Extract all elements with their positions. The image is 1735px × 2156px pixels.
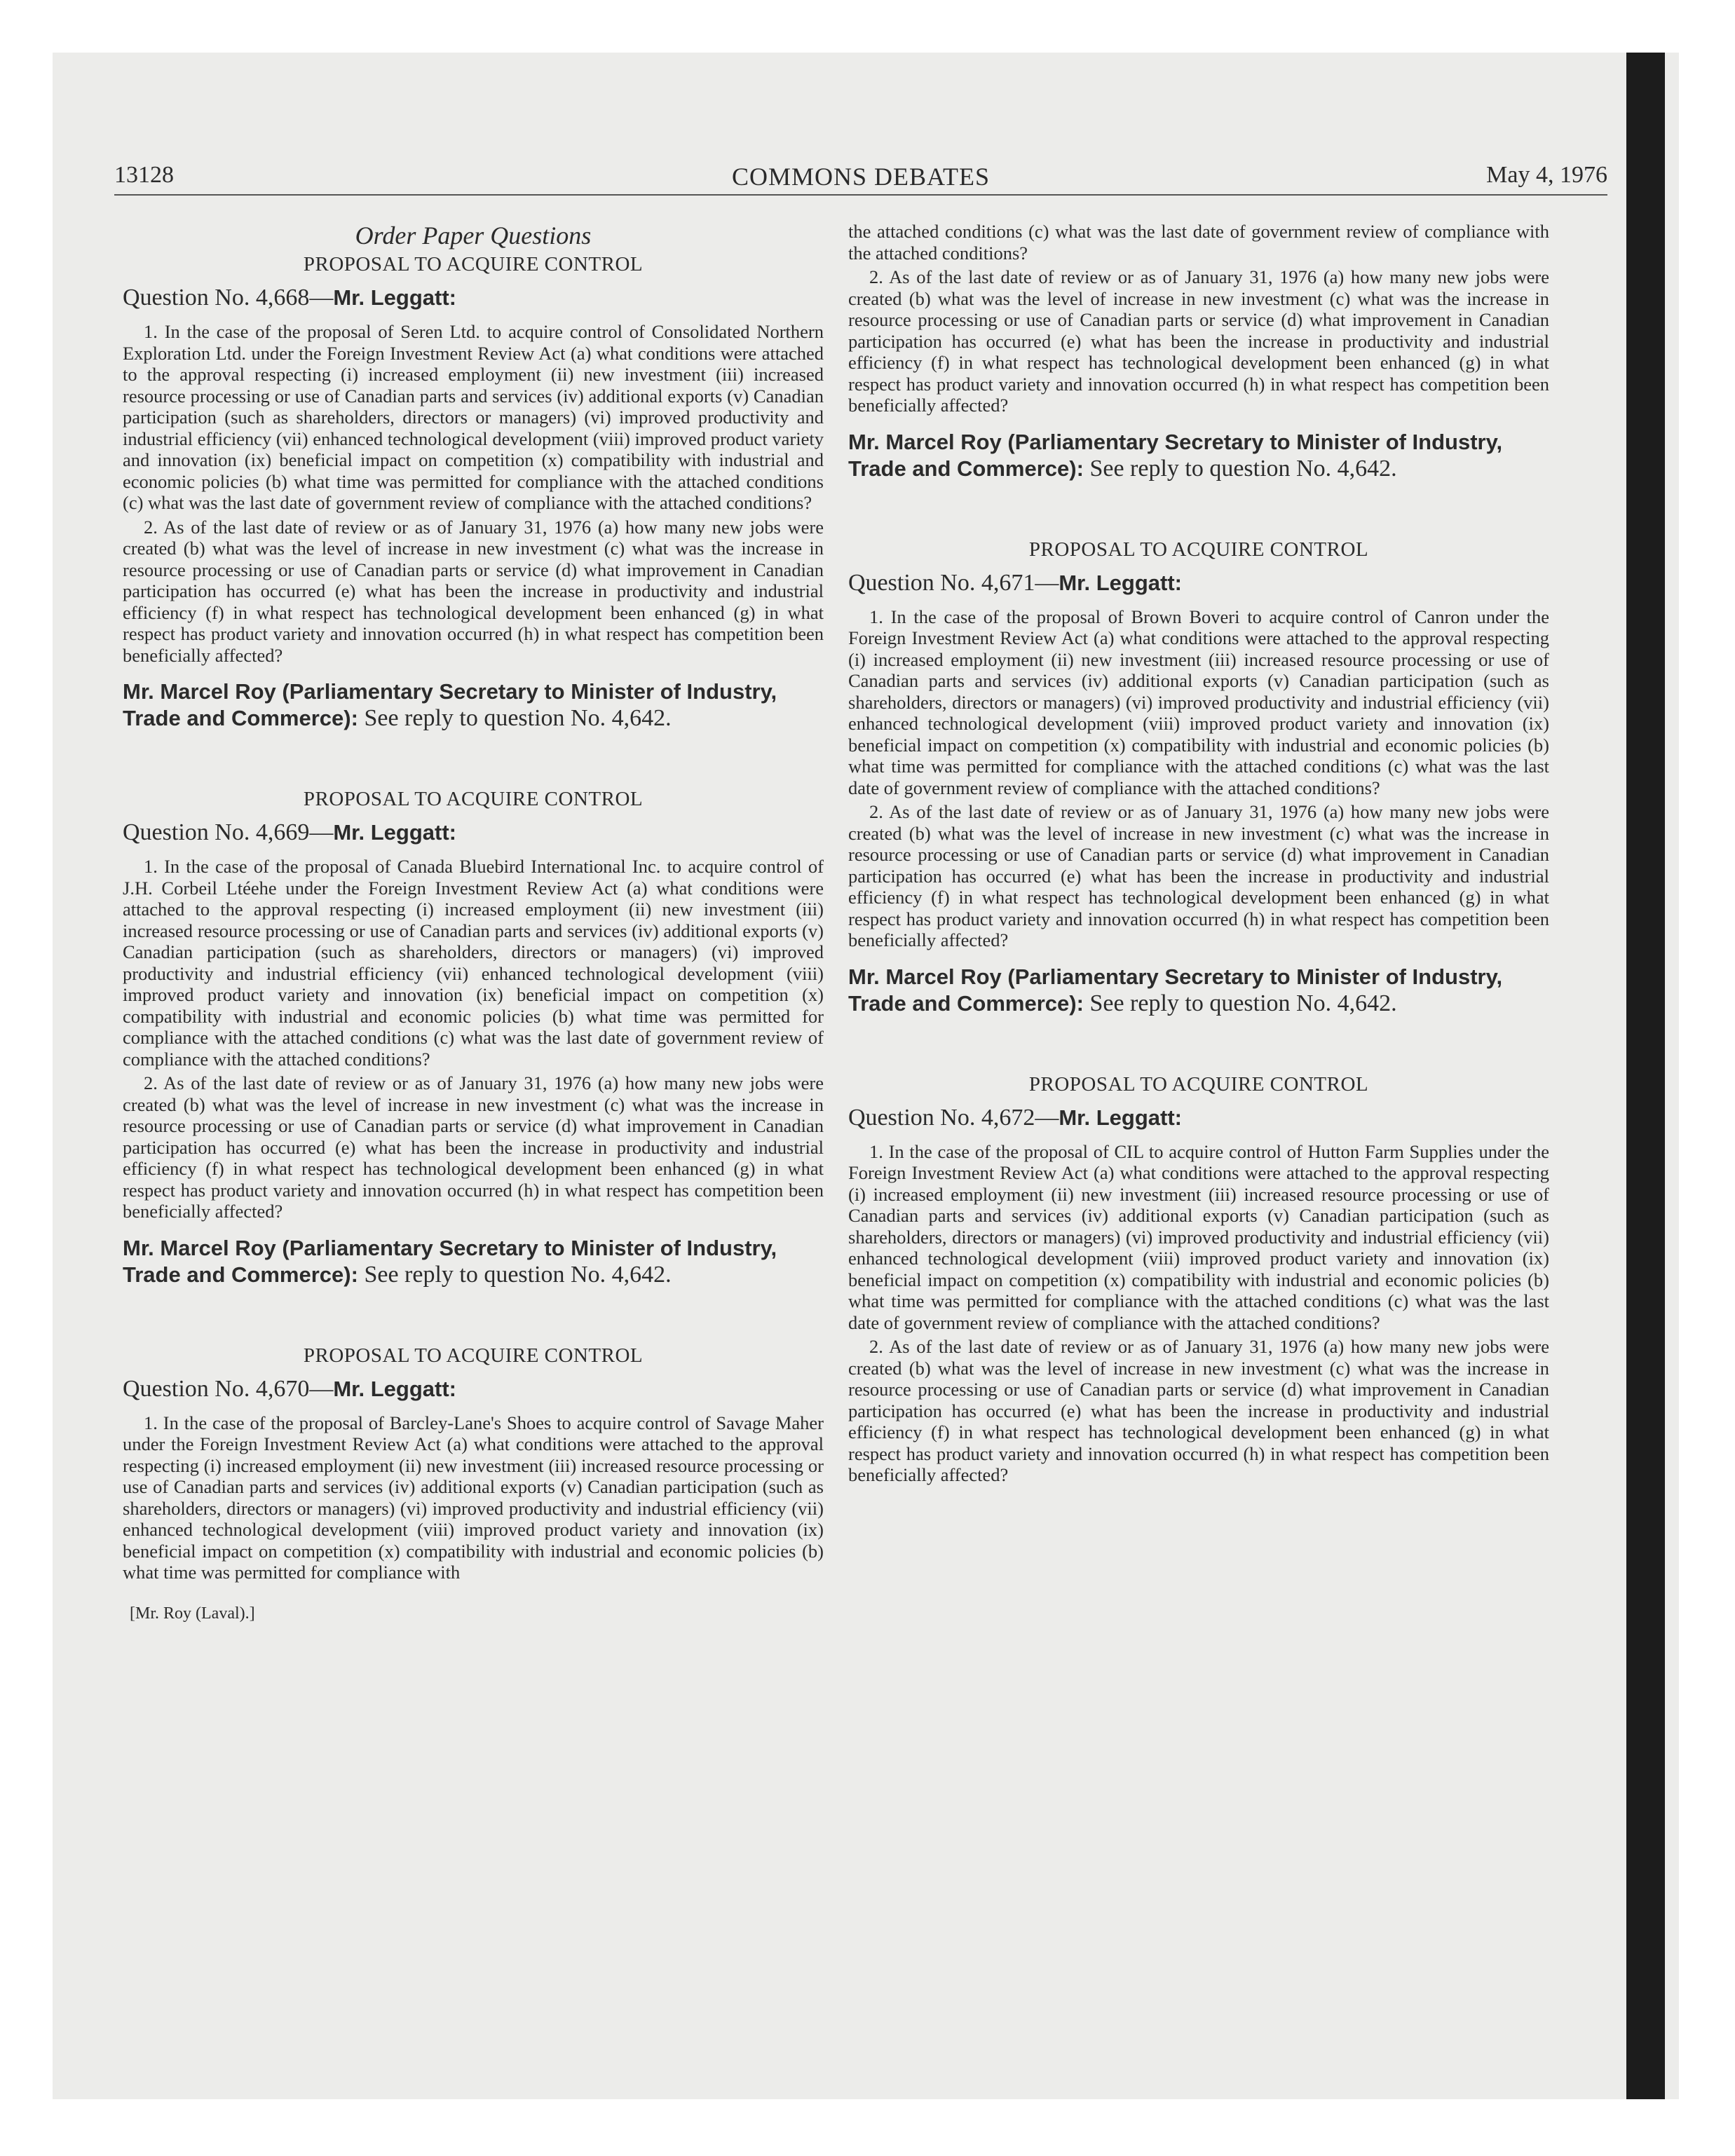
section-title: Order Paper Questions xyxy=(355,221,592,250)
question-part-1: 1. In the case of the proposal of Seren Ltd. to acquire control of Consolidated Northern Exploration Ltd. under the Foreign Investment Review Act (a) what conditions were attached to the approval respecting (i) increased employment (ii) new investment (iii) increased resource processing or use of Canadian parts and services (iv) additional exports (v) Canadian participation (such as shareholders, directors or managers) (vi) improved productivity and industrial efficiency (vii) enhanced technological development (viii) improved product variety and innovation (ix) beneficial impact on competition (x) compatibility with industrial and economic policies (b) what time was permitted for compliance with the attached conditions (c) what was the last date of government review of compliance with the attached conditions? xyxy=(123,321,824,513)
reply xyxy=(123,678,824,732)
scanned-page xyxy=(53,53,1679,2099)
proposal-heading: PROPOSAL TO ACQUIRE CONTROL xyxy=(1028,1072,1369,1096)
reply-text: See reply to question No. 4,642. xyxy=(364,1261,672,1288)
question-part-1-continued: the attached conditions (c) what was the last date of government review of compliance with the attached conditions? xyxy=(848,221,1549,264)
question-part-1: 1. In the case of the proposal of Barcley-Lane's Shoes to acquire control of Savage Maher under the Foreign Investment Review Act (a) what conditions were attached to the approval respecting (i) increased employment (ii) new investment (iii) increased resource processing or use of Canadian parts and services (iv) additional exports (v) Canadian participation (such as shareholders, directors or managers) (vi) improved productivity and industrial efficiency (vii) enhanced technological development (viii) improved product variety and innovation (ix) beneficial impact on competition (x) compatibility with industrial and economic policies (b) what time was permitted for compliance with xyxy=(123,1412,824,1583)
question-heading xyxy=(848,570,1549,596)
page-header xyxy=(114,158,1607,196)
question-number: Question No. 4,668— xyxy=(123,285,334,311)
question-part-2: 2. As of the last date of review or as of January 31, 1976 (a) how many new jobs were created (b) what was the level of increase in new investment (c) what was the increase in resource processing or use of Canadian parts or service (d) what improvement in Canadian participation has occurred (e) what has been the increase in productivity and industrial efficiency (f) in what respect has technological development been enhanced (g) in what respect has product variety and innovation occurred (h) in what respect has competition been beneficially affected? xyxy=(848,266,1549,416)
reply-text: See reply to question No. 4,642. xyxy=(1089,455,1397,482)
proposal-heading: PROPOSAL TO ACQUIRE CONTROL xyxy=(303,253,644,275)
right-column xyxy=(848,221,1549,1489)
question-part-2: 2. As of the last date of review or as of January 31, 1976 (a) how many new jobs were created (b) what was the level of increase in new investment (c) what was the increase in resource processing or use of Canadian parts or service (d) what improvement in Canadian participation has occurred (e) what has been the increase in productivity and industrial efficiency (f) in what respect has technological development been enhanced (g) in what respect has product variety and innovation occurred (h) in what respect has competition been beneficially affected? xyxy=(123,516,824,666)
reply-speaker: Mr. Marcel Roy (Parliamentary Secretary to Minister of Industry, Trade and Commerce): xyxy=(848,429,1503,481)
reply xyxy=(848,964,1549,1017)
question-number: Question No. 4,669— xyxy=(123,819,334,845)
reply xyxy=(848,429,1549,482)
publication-title: COMMONS DEBATES xyxy=(731,163,991,191)
question-number: Question No. 4,670— xyxy=(123,1375,334,1402)
question-number: Question No. 4,672— xyxy=(848,1104,1059,1131)
question-part-1: 1. In the case of the proposal of Canada Bluebird International Inc. to acquire control of J.H. Corbeil Ltéehe under the Foreign Investment Review Act (a) what conditions were attached to the approval respecting (i) increased employment (ii) new investment (iii) increased resource processing or use of Canadian parts and services (iv) additional exports (v) Canadian participation (such as shareholders, directors or managers) (vi) improved productivity and industrial efficiency (vii) enhanced technological development (viii) improved product variety and innovation (ix) beneficial impact on competition (x) compatibility with industrial and economic policies (b) what time was permitted for compliance with the attached conditions (c) what was the last date of government review of compliance with the attached conditions? xyxy=(123,856,824,1070)
proposal-heading: PROPOSAL TO ACQUIRE CONTROL xyxy=(303,1344,644,1367)
scan-edge xyxy=(1626,53,1665,2099)
reply-speaker: Mr. Marcel Roy (Parliamentary Secretary to Minister of Industry, Trade and Commerce): xyxy=(848,964,1503,1016)
reply-text: See reply to question No. 4,642. xyxy=(364,705,672,731)
question-part-2: 2. As of the last date of review or as of January 31, 1976 (a) how many new jobs were created (b) what was the level of increase in new investment (c) what was the increase in resource processing or use of Canadian parts or service (d) what improvement in Canadian participation has occurred (e) what has been the increase in productivity and industrial efficiency (f) in what respect has technological development been enhanced (g) in what respect has product variety and innovation occurred (h) in what respect has competition been beneficially affected? xyxy=(848,801,1549,950)
question-heading xyxy=(123,285,824,311)
proposal-heading: PROPOSAL TO ACQUIRE CONTROL xyxy=(1028,538,1369,561)
question-heading xyxy=(848,1105,1549,1131)
question-heading xyxy=(123,1376,824,1403)
reply-speaker: Mr. Marcel Roy (Parliamentary Secretary to Minister of Industry, Trade and Commerce): xyxy=(123,1235,777,1287)
question-part-2: 2. As of the last date of review or as of January 31, 1976 (a) how many new jobs were created (b) what was the level of increase in new investment (c) what was the increase in resource processing or use of Canadian parts or service (d) what improvement in Canadian participation has occurred (e) what has been the increase in productivity and industrial efficiency (f) in what respect has technological development been enhanced (g) in what respect has product variety and innovation occurred (h) in what respect has competition been beneficially affected? xyxy=(123,1072,824,1222)
question-heading xyxy=(123,819,824,846)
question-number: Question No. 4,671— xyxy=(848,569,1059,596)
publication-date: May 4, 1976 xyxy=(1486,162,1607,188)
question-member: Mr. Leggatt: xyxy=(1059,1105,1182,1130)
reply-speaker: Mr. Marcel Roy (Parliamentary Secretary to Minister of Industry, Trade and Commerce): xyxy=(123,679,777,730)
question-member: Mr. Leggatt: xyxy=(333,285,456,310)
question-part-1: 1. In the case of the proposal of CIL to acquire control of Hutton Farm Supplies under the Foreign Investment Review Act (a) what conditions were attached to the approval respecting (i) increased employment (ii) new investment (iii) increased resource processing or use of Canadian parts and services (iv) additional exports (v) Canadian participation (such as shareholders, directors or managers) (vi) improved productivity and industrial efficiency (vii) enhanced technological development (viii) improved product variety and innovation (ix) beneficial impact on competition (x) compatibility with industrial and economic policies (b) what time was permitted for compliance with the attached conditions (c) what was the last date of government review of compliance with the attached conditions? xyxy=(848,1140,1549,1333)
question-member: Mr. Leggatt: xyxy=(333,1376,456,1401)
question-part-2: 2. As of the last date of review or as of January 31, 1976 (a) how many new jobs were created (b) what was the level of increase in new investment (c) what was the increase in resource processing or use of Canadian parts or service (d) what improvement in Canadian participation has occurred (e) what has been the increase in productivity and industrial efficiency (f) in what respect has technological development been enhanced (g) in what respect has product variety and innovation occurred (h) in what respect has competition been beneficially affected? xyxy=(848,1336,1549,1485)
reply-text: See reply to question No. 4,642. xyxy=(1089,990,1397,1016)
page-number: 13128 xyxy=(114,162,174,188)
speaker-note: [Mr. Roy (Laval).] xyxy=(130,1604,255,1623)
question-member: Mr. Leggatt: xyxy=(1059,570,1182,595)
proposal-heading: PROPOSAL TO ACQUIRE CONTROL xyxy=(303,788,644,810)
question-member: Mr. Leggatt: xyxy=(333,820,456,845)
reply xyxy=(123,1235,824,1288)
question-part-1: 1. In the case of the proposal of Brown Boveri to acquire control of Canron under the Foreign Investment Review Act (a) what conditions were attached to the approval respecting (i) increased employment (ii) new investment (iii) increased resource processing or use of Canadian parts and services (iv) additional exports (v) Canadian participation (such as shareholders, directors or managers) (vi) improved productivity and industrial efficiency (vii) enhanced technological development (viii) improved product variety and innovation (ix) beneficial impact on competition (x) compatibility with industrial and economic policies (b) what time was permitted for compliance with the attached conditions (c) what was the last date of government review of compliance with the attached conditions? xyxy=(848,606,1549,798)
left-column xyxy=(123,221,824,1623)
